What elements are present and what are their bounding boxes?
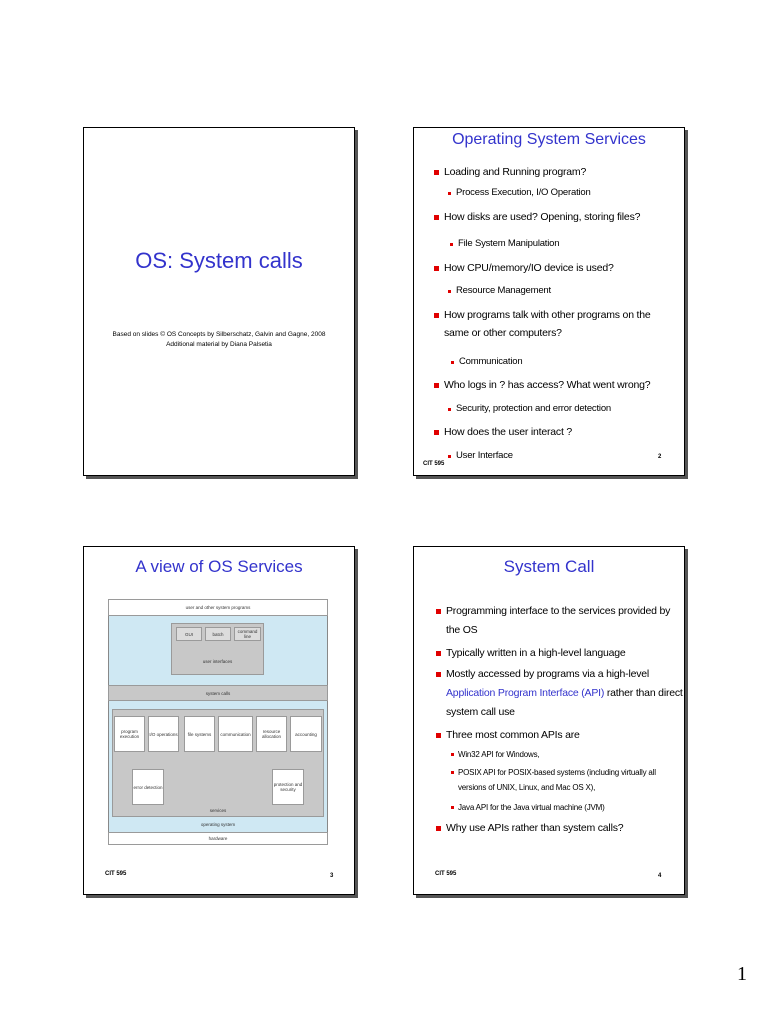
sub-bullet: Win32 API for Windows, <box>458 750 540 759</box>
credit-line-1: Based on slides © OS Concepts by Silberschatz, Galvin and Gagne, 2008 <box>112 331 326 338</box>
user-programs-box: user and other system programs <box>108 599 328 616</box>
program-execution-box: program execution <box>114 716 145 752</box>
slide-3 <box>83 546 355 895</box>
bullet-continuation: system call use <box>446 706 515 718</box>
bullet-continuation: the OS <box>446 624 478 636</box>
api-link-text: Application Program Interface (API) <box>446 687 605 699</box>
resource-allocation-box: resource allocation <box>256 716 287 752</box>
bullet: Loading and Running program? <box>444 166 587 178</box>
sub-bullet: File System Manipulation <box>458 238 560 249</box>
sub-bullet: Security, protection and error detection <box>456 403 611 414</box>
bullet-continuation: same or other computers? <box>444 327 562 339</box>
sub-bullet: POSIX API for POSIX-based systems (including virtually all <box>458 768 656 777</box>
system-calls-box: system calls <box>108 685 328 701</box>
slide-2 <box>413 127 685 476</box>
bullet: Who logs in ? has access? What went wrong? <box>444 379 651 391</box>
accounting-box: accounting <box>290 716 322 752</box>
bullet-continuation <box>446 687 683 700</box>
sub-bullet-continuation: versions of UNIX, Linux, and Mac OS X), <box>458 783 596 792</box>
communication-box: communication <box>218 716 253 752</box>
sub-bullet: Process Execution, I/O Operation <box>456 187 591 198</box>
services-label: services <box>209 807 227 813</box>
sub-bullet: User Interface <box>456 450 513 461</box>
operating-system-label: operating system <box>200 821 236 827</box>
bullet: Why use APIs rather than system calls? <box>446 822 624 834</box>
sub-bullet: Communication <box>459 356 523 367</box>
command-line-box: command line <box>234 627 261 641</box>
slide-3-title: A view of OS Services <box>135 557 303 576</box>
file-systems-box: file systems <box>184 716 215 752</box>
bullet: Programming interface to the services provided by <box>446 605 671 617</box>
bullet: How disks are used? Opening, storing files? <box>444 211 641 223</box>
protection-security-box: protection and security <box>272 769 304 805</box>
credit-line-2: Additional material by Diana Palsetia <box>166 341 272 348</box>
sub-bullet: Java API for the Java virtual machine (JVM) <box>458 803 605 812</box>
gui-box: GUI <box>176 627 202 641</box>
hardware-box: hardware <box>108 832 328 845</box>
os-services-diagram <box>108 599 328 845</box>
slide-3-footer: CIT 595 <box>105 871 127 877</box>
slide-1-credits <box>84 330 354 350</box>
error-detection-box: error detection <box>132 769 164 805</box>
bullet: How CPU/memory/IO device is used? <box>444 262 614 274</box>
slide-1 <box>83 127 355 476</box>
slide-2-number: 2 <box>658 454 662 460</box>
slide-4-footer: CIT 595 <box>435 871 457 877</box>
slide-4 <box>413 546 685 895</box>
sub-bullet: Resource Management <box>456 285 551 296</box>
slide-2-footer: CIT 595 <box>423 461 445 467</box>
batch-box: batch <box>205 627 231 641</box>
user-interfaces-label: user interfaces <box>202 658 233 664</box>
io-operations-box: I/O operations <box>148 716 179 752</box>
api-rest-text: rather than direct <box>604 687 683 699</box>
bullet: How does the user interact ? <box>444 426 573 438</box>
bullet: How programs talk with other programs on the <box>444 309 651 321</box>
slide-4-number: 4 <box>658 873 662 879</box>
slide-3-number: 3 <box>330 873 334 879</box>
slide-1-title: OS: System calls <box>135 248 303 273</box>
bullet: Three most common APIs are <box>446 729 580 741</box>
slide-4-title: System Call <box>503 557 595 576</box>
page-number: 1 <box>737 963 747 985</box>
slide-2-title: Operating System Services <box>452 131 646 148</box>
bullet: Mostly accessed by programs via a high-level <box>446 668 650 680</box>
bullet: Typically written in a high-level language <box>446 647 626 659</box>
